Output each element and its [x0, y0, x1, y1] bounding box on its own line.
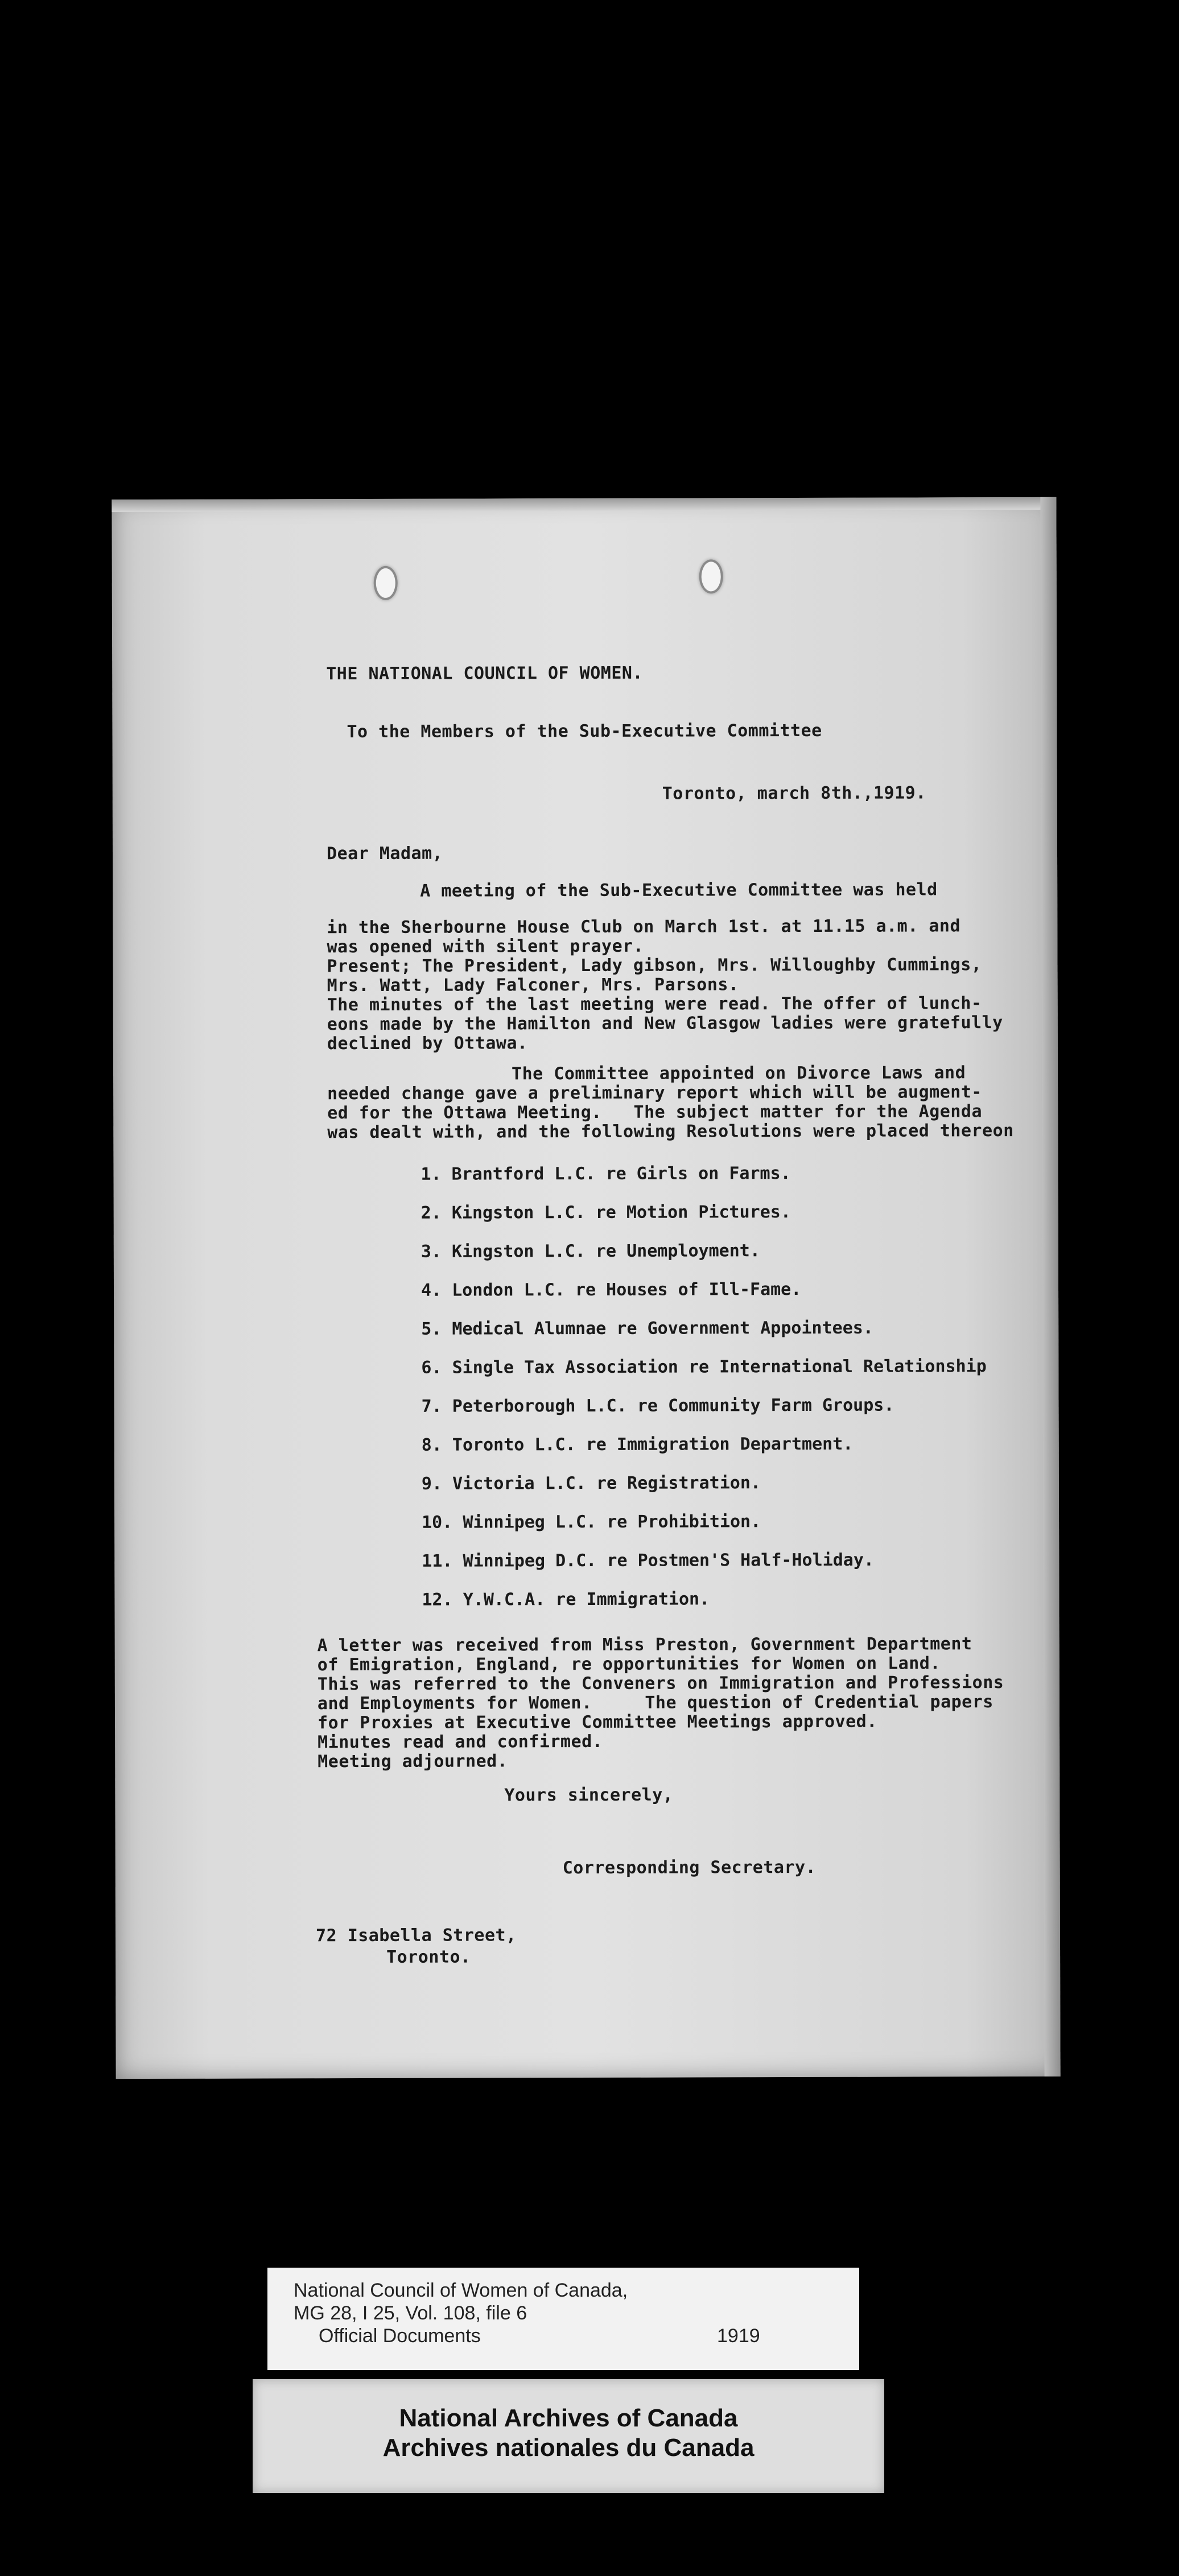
- label-line: MG 28, I 25, Vol. 108, file 6: [294, 2302, 527, 2324]
- closing-line: of Emigration, England, re opportunities for Women on Land.: [317, 1653, 941, 1675]
- salutation: Dear Madam,: [326, 843, 443, 864]
- resolution-item: 2. Kingston L.C. re Motion Pictures.: [421, 1202, 791, 1223]
- page-top-edge: [112, 497, 1056, 512]
- body-line: declined by Ottawa.: [327, 1033, 528, 1054]
- body-line: The Committee appointed on Divorce Laws and: [511, 1063, 966, 1084]
- archive-reference-label: [267, 2268, 859, 2370]
- resolution-item: 5. Medical Alumnae re Government Appointees.: [421, 1318, 873, 1339]
- body-line: eons made by the Hamilton and New Glasgow ladies were gratefully: [327, 1013, 1003, 1035]
- closing-line: This was referred to the Conveners on Immigration and Professions: [317, 1673, 1004, 1695]
- document-page: [112, 497, 1060, 2079]
- closing-line: A letter was received from Miss Preston, Government Department: [317, 1634, 972, 1656]
- body-line: Mrs. Watt, Lady Falconer, Mrs. Parsons.: [327, 975, 739, 996]
- resolution-item: 3. Kingston L.C. re Unemployment.: [421, 1241, 760, 1262]
- body-line: was dealt with, and the following Resolutions were placed thereon: [327, 1121, 1014, 1143]
- resolution-item: 1. Brantford L.C. re Girls on Farms.: [421, 1163, 791, 1184]
- resolution-item: 8. Toronto L.C. re Immigration Department.: [421, 1434, 854, 1455]
- closing-line: Minutes read and confirmed.: [318, 1731, 603, 1753]
- signature-title: Corresponding Secretary.: [562, 1857, 817, 1879]
- valediction: Yours sincerely,: [504, 1785, 674, 1806]
- label-line: National Council of Women of Canada,: [294, 2280, 628, 2301]
- closing-line: and Employments for Women. The question of Credential papers: [317, 1692, 994, 1714]
- resolution-item: 11. Winnipeg D.C. re Postmen'S Half-Holiday.: [422, 1550, 875, 1571]
- body-line: A meeting of the Sub-Executive Committee was held: [420, 880, 938, 901]
- page-right-edge: [1040, 497, 1060, 2077]
- body-line: Present; The President, Lady gibson, Mrs. Willoughby Cummings,: [327, 955, 982, 977]
- body-line: The minutes of the last meeting were read. The offer of lunch-: [327, 993, 982, 1015]
- resolution-item: 10. Winnipeg L.C. re Prohibition.: [422, 1512, 761, 1533]
- resolution-item: 7. Peterborough L.C. re Community Farm Groups.: [421, 1395, 894, 1417]
- label-line: Official Documents: [319, 2325, 481, 2347]
- body-line: was opened with silent prayer.: [327, 936, 644, 957]
- body-line: ed for the Ottawa Meeting. The subject matter for the Agenda: [327, 1101, 983, 1124]
- to-line: To the Members of the Sub-Executive Committee: [347, 720, 822, 742]
- punch-hole-right: [699, 559, 723, 593]
- resolution-item: 6. Single Tax Association re International Relationship: [421, 1356, 987, 1378]
- resolution-item: 9. Victoria L.C. re Registration.: [421, 1473, 761, 1494]
- closing-line: for Proxies at Executive Committee Meetings approved.: [317, 1711, 877, 1733]
- closing-line: Meeting adjourned.: [318, 1751, 508, 1772]
- archives-name-english: National Archives of Canada: [399, 2404, 738, 2432]
- archives-banner: [253, 2379, 884, 2493]
- address-line: Toronto.: [386, 1947, 471, 1967]
- punch-hole-left: [374, 566, 398, 600]
- address-line: 72 Isabella Street,: [315, 1925, 517, 1946]
- body-line: in the Sherbourne House Club on March 1st. at 11.15 a.m. and: [327, 916, 961, 938]
- body-line: needed change gave a preliminary report which will be augment-: [327, 1082, 982, 1104]
- resolution-item: 4. London L.C. re Houses of Ill-Fame.: [421, 1279, 802, 1301]
- archives-name-french: Archives nationales du Canada: [382, 2434, 755, 2462]
- place-date: Toronto, march 8th.,1919.: [662, 783, 926, 804]
- resolution-item: 12. Y.W.C.A. re Immigration.: [422, 1589, 710, 1610]
- org-heading: THE NATIONAL COUNCIL OF WOMEN.: [326, 663, 644, 684]
- label-year: 1919: [717, 2325, 760, 2347]
